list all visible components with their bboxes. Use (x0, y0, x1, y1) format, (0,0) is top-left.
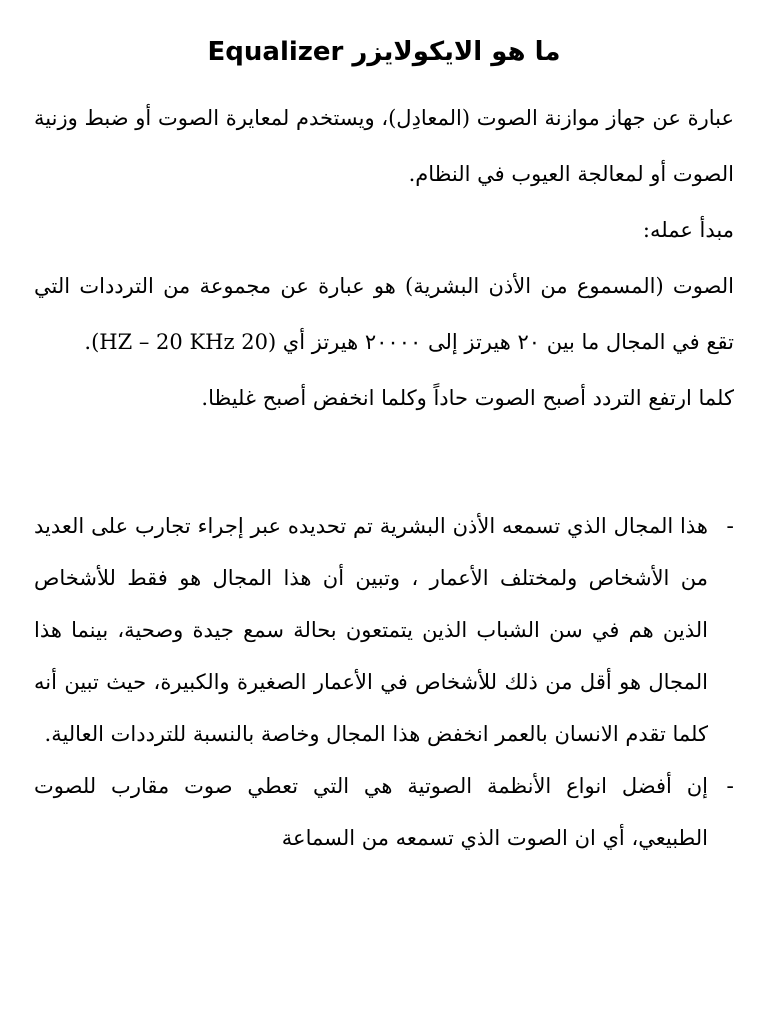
list-item (34, 760, 734, 864)
paragraph-frequency-range: الصوت (المسموع من الأذن البشرية) هو عبارة عن مجموعة من الترددات التي تقع في المجال ما بين ٢٠ هيرتز إلى ٢٠٠٠٠ هيرتز أي (20 HZ – 20 KHz). (34, 274, 734, 354)
list-item-text: هذا المجال الذي تسمعه الأذن البشرية تم تحديده عبر إجراء تجارب على العديد من الأشخاص ولمختلف الأعمار ، وتبين أن هذا المجال هو فقط للأشخاص الذين هم في سن الشباب الذين يتمتعون بحالة سمع جيدة وصحية، بينما هذا المجال هو أقل من ذلك للأشخاص في الأعمار الصغيرة والكبيرة، حيث تبين أنه كلما تقدم الانسان بالعمر انخفض هذا المجال وخاصة بالنسبة للترددات العالية. (34, 514, 708, 746)
page-title: ما هو الايكولايزر Equalizer (207, 37, 561, 67)
paragraph-definition: عبارة عن جهاز موازنة الصوت (المعادِل)، ويستخدم لمعايرة الصوت أو ضبط وزنية الصوت أو لمعالجة العيوب في النظام. (34, 106, 734, 186)
bullet-dash: - (726, 774, 734, 798)
bullet-dash: - (726, 514, 734, 538)
paragraph-pitch: كلما ارتفع التردد أصبح الصوت حاداً وكلما انخفض أصبح غليظا. (201, 386, 734, 410)
list-item-text: إن أفضل انواع الأنظمة الصوتية هي التي تعطي صوت مقارب للصوت الطبيعي، أي ان الصوت الذي تسمعه من السماعة (34, 774, 708, 850)
bullet-list (34, 500, 734, 864)
paragraph-principle-heading: مبدأ عمله: (642, 218, 734, 242)
list-item (34, 500, 734, 760)
